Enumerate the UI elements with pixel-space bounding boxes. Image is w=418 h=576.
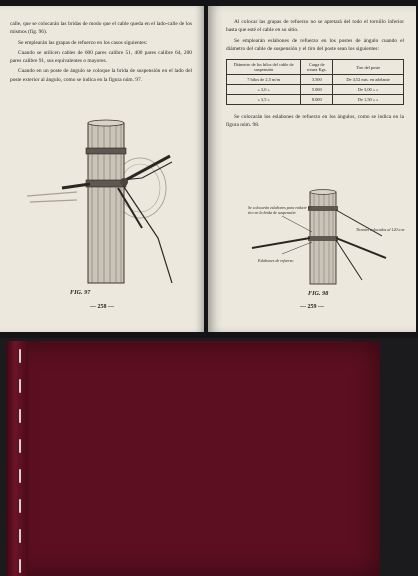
spine-stitch <box>19 469 21 483</box>
left-paragraph-4: Cuando en un poste de ángulo se coloque la brida de suspensión en el lado del poste exterior al ángulo, como se indica en la figura núm. 97. <box>10 68 192 83</box>
spine-stitch <box>19 529 21 543</box>
spine-stitch <box>19 379 21 393</box>
cover-spine <box>6 341 28 576</box>
table-cell: De 4,52 mts. en adelante <box>333 75 404 85</box>
table-cell: » 3,0 » <box>227 85 301 95</box>
book-cover-photo <box>0 341 418 576</box>
annotation-reinforcement-links: Eslabones de refuerzo <box>258 258 294 263</box>
right-paragraph-3: Se colocarán los eslabones de refuerzo en los ángulos, como se indica en la figura núm. 98. <box>226 114 404 129</box>
table-cell: 3.500 <box>301 75 333 85</box>
table-cell: 8.000 <box>301 95 333 105</box>
reinforcement-table <box>226 59 404 105</box>
figure-98-label: FIG. 98 <box>308 290 329 297</box>
table-row <box>227 75 404 85</box>
table-cell: De 3,00 » » <box>333 85 404 95</box>
figure-98-illustration <box>242 188 392 288</box>
spine-stitch <box>19 349 21 363</box>
right-paragraph-1: Al colocar las grapas de refuerzo no se apretará del todo el tornillo inferior hasta que esté el cable en su sitio. <box>226 19 404 34</box>
table-row <box>227 95 404 105</box>
annotation-guy-wires: Tirantes colocados al 120 a m <box>356 227 405 232</box>
table-cell: De 1,50 » » <box>333 95 404 105</box>
table-row <box>227 85 404 95</box>
red-cover <box>8 341 380 576</box>
left-page <box>0 6 204 332</box>
table-cell: 5.000 <box>301 85 333 95</box>
right-paragraph-2: Se emplearán eslabones de refuerzo en los postes de ángulo cuando el diámetro del cable de suspensión y el tiro del poste sean los siguientes: <box>226 37 404 52</box>
spine-stitch <box>19 499 21 513</box>
right-page <box>208 6 416 332</box>
annotation-reduce-tension: Se colocarán eslabones para reducir el tiro en la brida de suspensión <box>248 205 311 215</box>
table-header: Diámetro de los hilos del cable de suspensión <box>227 60 301 75</box>
left-paragraph-2: Se emplearán las grapas de refuerzo en los casos siguientes: <box>18 39 148 46</box>
table-header: Carga de rotura Kgs. <box>301 60 333 75</box>
left-paragraph-1: calle, que se colocarán las bridas de modo que el cable queda en el lado-calle de los mismos (fig. 96). <box>10 21 192 36</box>
spine-stitch <box>19 439 21 453</box>
table-header: Tiro del poste <box>333 60 404 75</box>
table-cell: 7 hilos de 2,5 m/m <box>227 75 301 85</box>
spine-stitch <box>19 409 21 423</box>
figure-97-label: FIG. 97 <box>70 289 91 296</box>
table-cell: » 3,5 » <box>227 95 301 105</box>
left-page-number: — 258 — <box>90 304 114 310</box>
figure-97-illustration <box>22 118 182 288</box>
spine-stitch <box>19 559 21 573</box>
left-paragraph-3: Cuando se utilicen cables de 600 pares calibre 51, 400 pares calibre 64, 200 pares calibre 91, sus equivalentes o mayores. <box>10 49 192 65</box>
right-page-number: — 259 — <box>300 304 324 310</box>
